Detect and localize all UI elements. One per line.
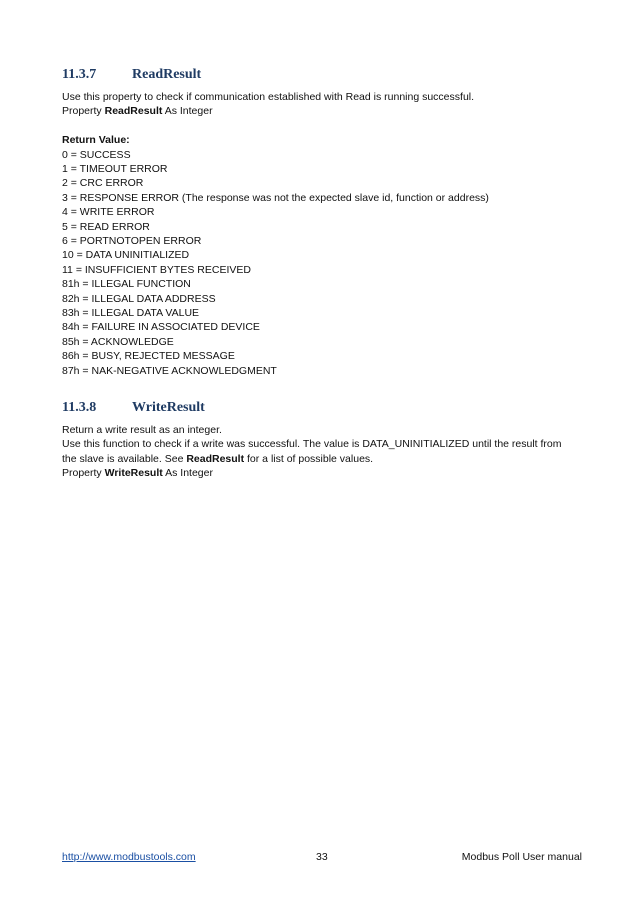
- section-readresult: [62, 65, 582, 378]
- property-suffix: As Integer: [162, 467, 213, 480]
- section-title: ReadResult: [132, 67, 202, 82]
- return-value-item: 6 = PORTNOTOPEN ERROR: [62, 235, 202, 248]
- description-line: [62, 452, 582, 466]
- section-description: Use this property to check if communication established with Read is running successful.: [62, 91, 475, 103]
- return-value-item: 85h = ACKNOWLEDGE: [62, 335, 174, 348]
- return-value-item: 1 = TIMEOUT ERROR: [62, 163, 168, 176]
- return-value-item: 83h = ILLEGAL DATA VALUE: [62, 307, 200, 320]
- property-prefix: Property: [62, 105, 105, 118]
- text-span: for a list of possible values.: [244, 452, 374, 465]
- page-number: 33: [316, 851, 328, 863]
- property-name: WriteResult: [104, 467, 163, 480]
- return-value-item: 0 = SUCCESS: [62, 148, 131, 161]
- property-suffix: As Integer: [162, 105, 213, 118]
- section-number: 11.3.8: [62, 400, 97, 415]
- website-link[interactable]: http://www.modbustools.com: [62, 851, 196, 863]
- text-span: the slave is available. See: [62, 452, 187, 465]
- section-number: 11.3.7: [62, 67, 97, 82]
- return-value-item: 2 = CRC ERROR: [62, 177, 144, 190]
- return-values-list: [62, 148, 582, 379]
- return-value-item: 82h = ILLEGAL DATA ADDRESS: [62, 292, 216, 305]
- return-value-item: 3 = RESPONSE ERROR (The response was not the expected slave id, function or address): [62, 191, 489, 204]
- description-line: Return a write result as an integer.: [62, 424, 222, 436]
- section-title: WriteResult: [132, 400, 205, 415]
- return-value-item: 81h = ILLEGAL FUNCTION: [62, 278, 191, 291]
- section-heading-writeresult: [62, 398, 582, 418]
- manual-title: Modbus Poll User manual: [461, 851, 582, 863]
- description-line: Use this function to check if a write was successful. The value is DATA_UNINITIALIZED until the result from: [62, 438, 562, 451]
- return-value-item: 84h = FAILURE IN ASSOCIATED DEVICE: [62, 321, 260, 334]
- property-prefix: Property: [62, 467, 105, 480]
- property-signature: [62, 466, 582, 480]
- readresult-reference: ReadResult: [186, 452, 245, 465]
- spacer: [62, 119, 582, 133]
- return-value-item: 5 = READ ERROR: [62, 220, 150, 233]
- property-name: ReadResult: [104, 105, 163, 118]
- return-value-item: 10 = DATA UNINITIALIZED: [62, 249, 190, 262]
- property-signature: [62, 104, 582, 118]
- section-heading-readresult: [62, 65, 582, 85]
- return-value-item: 87h = NAK-NEGATIVE ACKNOWLEDGMENT: [62, 364, 277, 377]
- section-writeresult: [62, 398, 582, 481]
- return-value-item: 86h = BUSY, REJECTED MESSAGE: [62, 350, 235, 363]
- return-value-label: Return Value:: [62, 134, 130, 147]
- page-footer: [62, 849, 582, 865]
- return-value-item: 4 = WRITE ERROR: [62, 206, 155, 219]
- return-value-item: 11 = INSUFFICIENT BYTES RECEIVED: [62, 263, 251, 276]
